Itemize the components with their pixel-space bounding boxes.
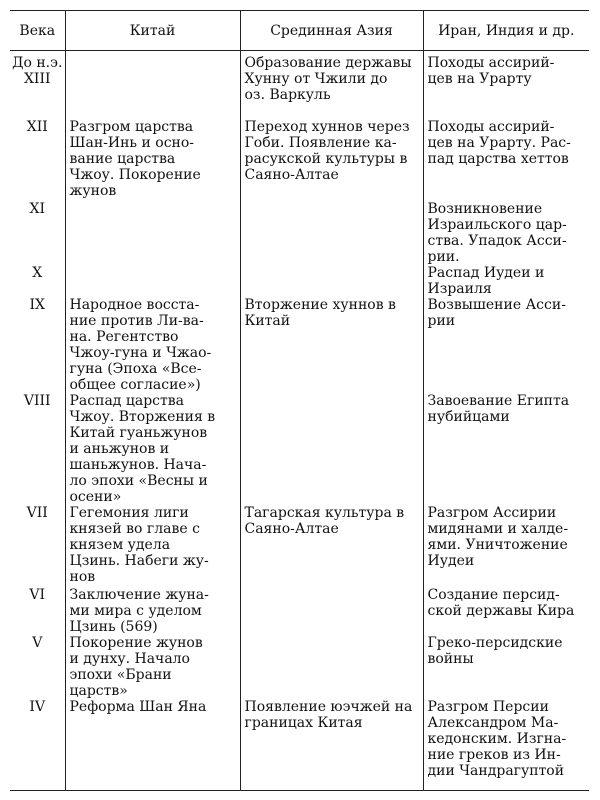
central-asia-cell [240,587,423,635]
century-cell: VI [29,586,46,603]
iran-india-cell: Разгром Персии Александром Ма- кедонским. Изгна- ние греков из Ин- дии Чандрагуптой [423,699,589,791]
table-row [10,265,589,297]
table-row [10,393,589,505]
iran-india-cell: Походы ассирий- цев на Урарту. Рас- пад царства хеттов [423,119,589,201]
china-cell: Распад царства Чжоу. Вторжения в Китай гуаньжунов и аньжунов и шаньжунов. Нача- ло эпохи «Весны и осени» [65,393,240,505]
header-iran-india: Иран, Индия и др. [423,11,589,51]
central-asia-cell: Появление юэчжей на границах Китая [240,699,423,791]
china-cell [65,265,240,297]
century-cell: V [32,634,43,651]
iran-india-cell: Распад Иудеи и Израиля [423,265,589,297]
century-cell: X [32,264,43,281]
central-asia-cell: Тагарская культура в Саяно-Алтае [240,505,423,587]
chronology-table-page [10,10,589,792]
century-cell: XI [29,200,45,217]
iran-india-cell: Создание персид- ской державы Кира [423,587,589,635]
century-cell: IV [10,699,65,791]
iran-india-cell: Завоевание Египта нубийцами [423,393,589,505]
iran-india-cell: Греко-персидские войны [423,635,589,699]
central-asia-cell: Переход хуннов через Гоби. Появление ка- расукской культуры в Саяно-Алтае [240,119,423,201]
iran-india-cell: Походы ассирий- цев на Урарту [423,55,589,119]
china-cell [65,201,240,265]
century-cell: VII [26,504,48,521]
century-cell: VIII [23,392,51,409]
china-cell: Народное восста- ние против Ли-ва- на. Регентство Чжоу-гуна и Чжао- гуна (Эпоха «Все- общее согласие») [65,297,240,393]
china-cell: Реформа Шан Яна [65,699,240,791]
table-row [10,635,589,699]
chronology-table [10,10,589,791]
iran-india-cell: Разгром Ассирии мидянами и халде- ями. Уничтожение Иудеи [423,505,589,587]
china-cell [65,55,240,119]
china-cell: Разгром царства Шан-Инь и осно- вание царства Чжоу. Покорение жунов [65,119,240,201]
header-central-asia: Срединная Азия [240,11,423,51]
table-row [10,55,589,119]
table-row [10,201,589,265]
central-asia-cell: Образование державы Хунну от Чжили до оз. Варкуль [240,55,423,119]
iran-india-cell: Возникновение Израильского цар- ства. Упадок Асси- рии. [423,201,589,265]
central-asia-cell [240,635,423,699]
header-centuries: Века [10,11,65,51]
century-cell: До н.э. XIII [12,54,63,87]
table-row [10,699,589,791]
table-row [10,297,589,393]
iran-india-cell: Возвышение Асси- рии [423,297,589,393]
central-asia-cell [240,265,423,297]
central-asia-cell: Вторжение хуннов в Китай [240,297,423,393]
central-asia-cell [240,201,423,265]
century-cell: IX [29,296,45,313]
century-cell: XII [26,118,48,135]
china-cell: Заключение жуна- ми мира с уделом Цзинь (569) [65,587,240,635]
china-cell: Покорение жунов и дунху. Начало эпохи «Брани царств» [65,635,240,699]
table-row [10,505,589,587]
china-cell: Гегемония лиги князей во главе с князем удела Цзинь. Набеги жу- нов [65,505,240,587]
table-row [10,587,589,635]
header-china: Китай [65,11,240,51]
central-asia-cell [240,393,423,505]
table-row [10,119,589,201]
table-header-row [10,11,589,51]
